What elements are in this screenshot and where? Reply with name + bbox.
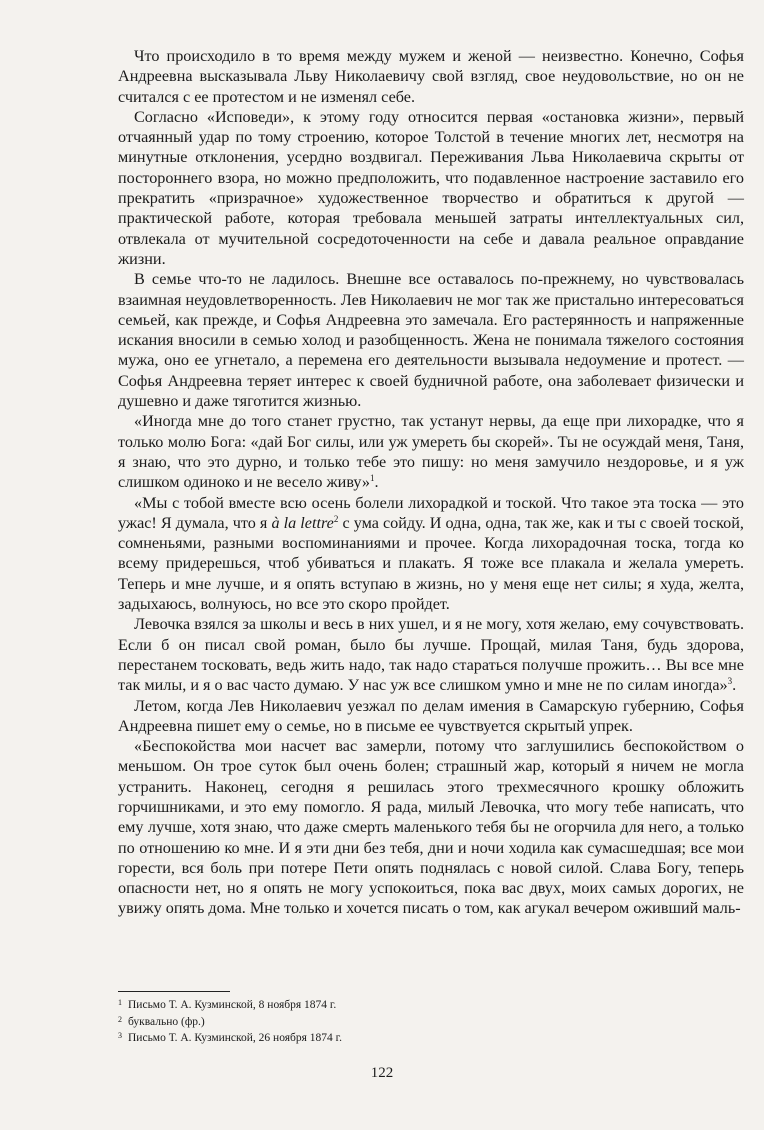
footnotes	[118, 996, 518, 1046]
footnote-ref: 2	[333, 513, 339, 524]
footnote-separator	[118, 991, 230, 992]
page-number: 122	[370, 1065, 394, 1081]
footnote-number: 3	[118, 1031, 122, 1040]
footnote-ref: 3	[727, 676, 733, 687]
letter-quote: «Беспокойства мои насчет вас замерли, потому что заглушились беспокойством о меньшом. Он трое суток был очень болен; страшный жар, который я ничем не могла устранить. Наконец, сегодня я решилась этого трехмесячного крошку обложить горчишниками, и это ему помогло. Я рада, милый Левочка, что могу тебе написать, что ему лучше, хотя знаю, что даже смерть маленького тебя бы не огорчила для него, а только по отношению ко мне. И я эти дни без тебя, дни и ночи ходила как сумасшедшая; все мои горести, вся боль при потере Пети опять поднялась с новой силой. Слава Богу, теперь опасности нет, но я опять не могу успокоиться, пока вас двух, моих самых дорогих, не увижу опять дома. Мне только и хочется писать о том, как агукал вечером оживший маль-	[118, 737, 744, 918]
foreign-phrase: à la lettre	[271, 513, 334, 532]
quote-text: с ума сойду. И одна, одна, так же, как и ты с своей тоской, сомненьями, разными воспоминаниями и прочее. Когда лихорадочная тоска, тогда ко всему придерешься, чтоб убиваться и плакать. Я тоже все плакала и желала умереть. Теперь и мне лучше, и я опять вступаю в жизнь, но у меня еще нет силы; я худа, желта, задыхаюсь, волнуюсь, но все это скоро пройдет.	[118, 513, 744, 614]
footnote-text: буквально (фр.)	[128, 1015, 205, 1028]
letter-quote: Левочка взялся за школы и весь в них ушел, и я не могу, хотя желаю, ему сочувствовать. Если б он писал свой роман, было бы лучше. Прощай, милая Таня, будь здорова, перестанем тосковать, ведь жить надо, так надо стараться получше прожить… Вы все мне так милы, и я о вас часто думаю. У нас уж все слишком умно и мне не по силам иногда»$^3$.	[118, 615, 744, 695]
paragraph: Летом, когда Лев Николаевич уезжал по делам имения в Самарскую губернию, Софья Андреевна пишет ему о семье, но в письме ее чувствуется скрытый упрек.	[118, 696, 744, 735]
paragraph: Что происходило в то время между мужем и женой — неизвестно. Конечно, Софья Андреевна высказывала Льву Николаевичу свой взгляд, свое неудовольствие, но он не считался с ее протестом и не изменял себе.	[118, 47, 744, 106]
footnote-ref: 1	[370, 473, 375, 484]
footnote-number: 1	[118, 998, 122, 1007]
footnote-text: Письмо Т. А. Кузминской, 26 ноября 1874 г.	[128, 1032, 342, 1044]
paragraph: В семье что-то не ладилось. Внешне все оставалось по-прежнему, но чувствовалась взаимная неудовлетворенность. Лев Николаевич не мог так же пристально интересоваться семьей, как прежде, и Софья Андреевна это замечала. Его растерянность и напряженные искания вносили в семью холод и разобщенность. Жена не понимала тяжелого состояния мужа, оно ее угнетало, а перемена его деятельности вызывала недоумение и протест. — Софья Андреевна теряет интерес к своей будничной работе, она заболевает физически и душевно и даже тяготится жизнью.	[118, 270, 744, 411]
footnote-number: 2	[118, 1014, 122, 1024]
quote-text: «Мы с тобой вместе всю осень болели лихорадкой и тоской. Что такое эта тоска — это ужас! Я думала, что я	[118, 493, 744, 532]
footnote	[118, 1013, 518, 1030]
paragraph: Согласно «Исповеди», к этому году относится первая «остановка жизни», первый отчаянный удар по тому строению, которое Толстой в течение многих лет, несмотря на минутные отклонения, усердно воздвигал. Переживания Льва Николаевича скрыты от постороннего взора, но можно предположить, что подавленное настроение заставило его прекратить «призрачное» художественное творчество и обратиться к другой — практической работе, которая требовала меньшей затраты интеллектуальных сил, отвлекала от мучительной сосредоточенности на себе и давала реальное оправдание жизни.	[118, 107, 744, 268]
footnote	[118, 1029, 518, 1046]
letter-quote: «Иногда мне до того станет грустно, так устанут нервы, да еще при лихорадке, что я только молю Бога: «дай Бог силы, или уж умереть бы скорей». Ты не осуждай меня, Таня, я знаю, что это дурно, и только тебе это пишу: но меня замучило нездоровье, и я уж слишком одиноко и не весело живу»$^1$.	[118, 412, 744, 492]
letter-quote	[118, 493, 744, 615]
footnote-text: Письмо Т. А. Кузминской, 8 ноября 1874 г.	[128, 999, 337, 1011]
quote-text: «Иногда мне до того станет грустно, так устанут нервы, да еще при лихорадке, что я только молю Бога: «дай Бог силы, или уж умереть бы скорей». Ты не осуждай меня, Таня, я знаю, что это дурно, и только тебе это пишу: но меня замучило нездоровье, и я уж слишком одиноко и не весело живу»	[118, 412, 744, 492]
footnote	[118, 996, 518, 1013]
quote-text: Левочка взялся за школы и весь в них ушел, и я не могу, хотя желаю, ему сочувствовать. Если б он писал свой роман, было бы лучше. Прощай, милая Таня, будь здорова, перестанем тосковать, ведь жить надо, так надо стараться получше прожить… Вы все мне так милы, и я о вас часто думаю. У нас уж все слишком умно и мне не по силам иногда»	[118, 615, 744, 695]
main-text	[118, 46, 744, 919]
